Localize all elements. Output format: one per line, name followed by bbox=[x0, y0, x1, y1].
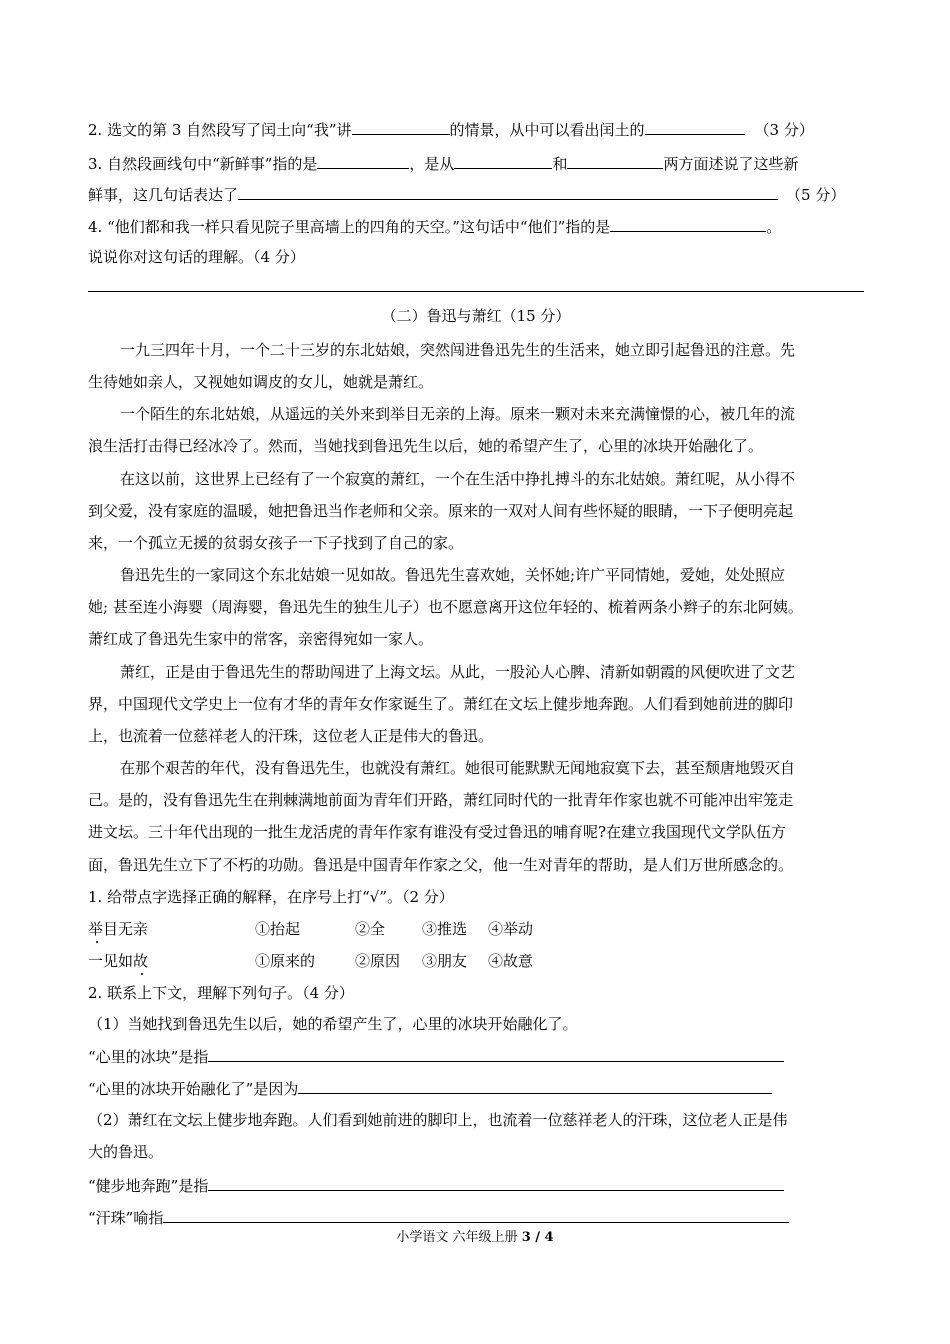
passage-line: 萧红，正是由于鲁迅先生的帮助闯进了上海文坛。从此，一股沁人心脾、清新如朝霞的风便吹进了文艺 bbox=[120, 663, 796, 681]
word-choice-2 bbox=[88, 950, 534, 972]
passage-line: 浪生活打击得已经冰冷了。然而，当她找到鲁迅先生以后，她的希望产生了，心里的冰块开始融化了。 bbox=[88, 437, 764, 455]
answer-blank[interactable] bbox=[610, 215, 766, 232]
passage-line: 己。是的，没有鲁迅先生在荆棘满地前面为青年们开路，萧红同时代的一批青年作家也就不可能冲出牢笼走 bbox=[88, 791, 794, 809]
q4-text-c: 说说你对这句话的理解。（4 分） bbox=[88, 248, 305, 266]
q4-text-a: 4. “他们都和我一样只看见院子里高墙上的四角的天空。”这句话中“他们”指的是 bbox=[88, 218, 611, 236]
passage-line: 她; 甚至连小海婴（周海婴，鲁迅先生的独生儿子）也不愿意离开这位年轻的、梳着两条小辫子的东北阿姨。 bbox=[88, 598, 803, 616]
question-4-cont bbox=[88, 246, 305, 268]
question-3-cont bbox=[88, 183, 845, 206]
q3-text-d: 两方面述说了这些新 bbox=[663, 155, 799, 173]
prompt-text: “心里的冰块开始融化了”是因为 bbox=[88, 1080, 299, 1098]
q4-text-b: 。 bbox=[766, 218, 782, 236]
dotted-char: 故 bbox=[133, 952, 149, 970]
sentence-1-a bbox=[88, 1045, 784, 1068]
question-2 bbox=[88, 118, 814, 141]
q2-text-a: 2. 选文的第 3 自然段写了闰土向“我”讲 bbox=[88, 121, 352, 139]
answer-blank[interactable] bbox=[645, 118, 745, 135]
passage-line: 界，中国现代文学史上一位有才华的青年女作家诞生了。萧红在文坛上健步地奔跑。人们看到她前进的脚印 bbox=[88, 695, 794, 713]
option-4[interactable]: ④举动 bbox=[488, 920, 534, 938]
page-footer bbox=[0, 1226, 950, 1245]
section-title: （二）鲁迅与萧红（15 分） bbox=[381, 307, 571, 325]
option-2[interactable]: ②全 bbox=[355, 920, 386, 938]
question-3 bbox=[88, 152, 798, 175]
passage-line: 一个陌生的东北姑娘，从遥远的关外来到举目无亲的上海。原来一颗对未来充满憧憬的心，被几年的流 bbox=[120, 405, 796, 423]
footer-label: 小学语文 六年级上册 bbox=[396, 1230, 522, 1245]
option-1[interactable]: ①原来的 bbox=[255, 952, 316, 970]
answer-blank[interactable] bbox=[238, 183, 778, 200]
answer-blank[interactable] bbox=[317, 152, 409, 169]
passage-line: 萧红成了鲁迅先生家中的常客，亲密得宛如一家人。 bbox=[88, 630, 434, 648]
passage-line: 在这以前，这世界上已经有了一个寂寞的萧红，一个在生活中挣扎搏斗的东北姑娘。萧红呢，从小得不 bbox=[120, 470, 796, 488]
option-2[interactable]: ②原因 bbox=[355, 952, 401, 970]
dotted-char: 举 bbox=[88, 920, 104, 938]
question-b2: 2. 联系上下文，理解下列句子。（4 分） bbox=[88, 984, 354, 1002]
passage-line: 来，一个孤立无援的贫弱女孩子一下子找到了自己的家。 bbox=[88, 534, 464, 552]
word-rest: 目无亲 bbox=[103, 920, 149, 938]
option-3[interactable]: ③推选 bbox=[422, 920, 468, 938]
q2-text-b: 的情景，从中可以看出闰土的 bbox=[449, 121, 645, 139]
passage-line: 在那个艰苦的年代，没有鲁迅先生，也就没有萧红。她很可能默默无闻地寂寞下去，甚至颓唐地毁灭自 bbox=[120, 759, 796, 777]
option-3[interactable]: ③朋友 bbox=[422, 952, 468, 970]
option-4[interactable]: ④故意 bbox=[488, 952, 534, 970]
q3-text-e: 鲜事，这几句话表达了 bbox=[88, 186, 239, 204]
q3-text-b: ，是从 bbox=[409, 155, 455, 173]
passage-line: 生待她如亲人，又视她如调皮的女儿，她就是萧红。 bbox=[88, 373, 434, 391]
answer-blank[interactable] bbox=[208, 1045, 784, 1062]
answer-blank[interactable] bbox=[208, 1174, 784, 1191]
q3-text-c: 和 bbox=[552, 155, 568, 173]
q3-score: （5 分） bbox=[786, 186, 846, 204]
sentence-1: （1）当她找到鲁迅先生以后，她的希望产生了，心里的冰块开始融化了。 bbox=[88, 1015, 578, 1033]
sentence-2-a bbox=[88, 1174, 784, 1197]
q3-text-a: 3. 自然段画线句中“新鲜事”指的是 bbox=[88, 155, 318, 173]
question-4 bbox=[88, 215, 781, 238]
option-1[interactable]: ①抬起 bbox=[255, 920, 301, 938]
passage-line: 面，鲁迅先生立下了不朽的功勋。鲁迅是中国青年作家之父，他一生对青年的帮助，是人们万世所感念的。 bbox=[88, 856, 794, 874]
prompt-text: “心里的冰块”是指 bbox=[88, 1048, 209, 1066]
answer-blank[interactable] bbox=[567, 152, 663, 169]
prompt-text: “健步地奔跑”是指 bbox=[88, 1177, 209, 1195]
sentence-2: （2）萧红在文坛上健步地奔跑。人们看到她前进的脚印上，也流着一位慈祥老人的汗珠，这位老人正是伟 bbox=[88, 1111, 788, 1129]
answer-blank[interactable] bbox=[352, 118, 450, 135]
page-number: 3 / 4 bbox=[521, 1230, 554, 1245]
q2-score: （3 分） bbox=[754, 121, 814, 139]
passage-line: 上，也流着一位慈祥老人的汗珠，这位老人正是伟大的鲁迅。 bbox=[88, 727, 494, 745]
answer-line[interactable] bbox=[88, 291, 864, 292]
passage-line: 一九三四年十月，一个二十三岁的东北姑娘，突然闯进鲁迅先生的生活来，她立即引起鲁迅的注意。先 bbox=[120, 341, 796, 359]
sentence-1-b bbox=[88, 1077, 772, 1100]
question-b1: 1. 给带点字选择正确的解释，在序号上打“√”。（2 分） bbox=[88, 888, 454, 906]
prompt-text: “汗珠”喻指 bbox=[88, 1209, 164, 1227]
answer-blank[interactable] bbox=[454, 152, 552, 169]
answer-blank[interactable] bbox=[298, 1077, 772, 1094]
answer-blank[interactable] bbox=[163, 1206, 789, 1223]
passage-line: 到父爱，没有家庭的温暖，她把鲁迅当作老师和父亲。原来的一双对人间有些怀疑的眼睛，一下子便明亮起 bbox=[88, 502, 794, 520]
word-choice-1 bbox=[88, 918, 534, 940]
passage-line: 进文坛。三十年代出现的一批生龙活虎的青年作家有谁没有受过鲁迅的哺育呢?在建立我国现代文学队伍方 bbox=[88, 823, 787, 841]
word-pre: 一见如 bbox=[88, 952, 134, 970]
sentence-2-cont: 大的鲁迅。 bbox=[88, 1143, 164, 1161]
passage-line: 鲁迅先生的一家同这个东北姑娘一见如故。鲁迅先生喜欢她，关怀她;许广平同情她，爱她，处处照应 bbox=[120, 566, 786, 584]
